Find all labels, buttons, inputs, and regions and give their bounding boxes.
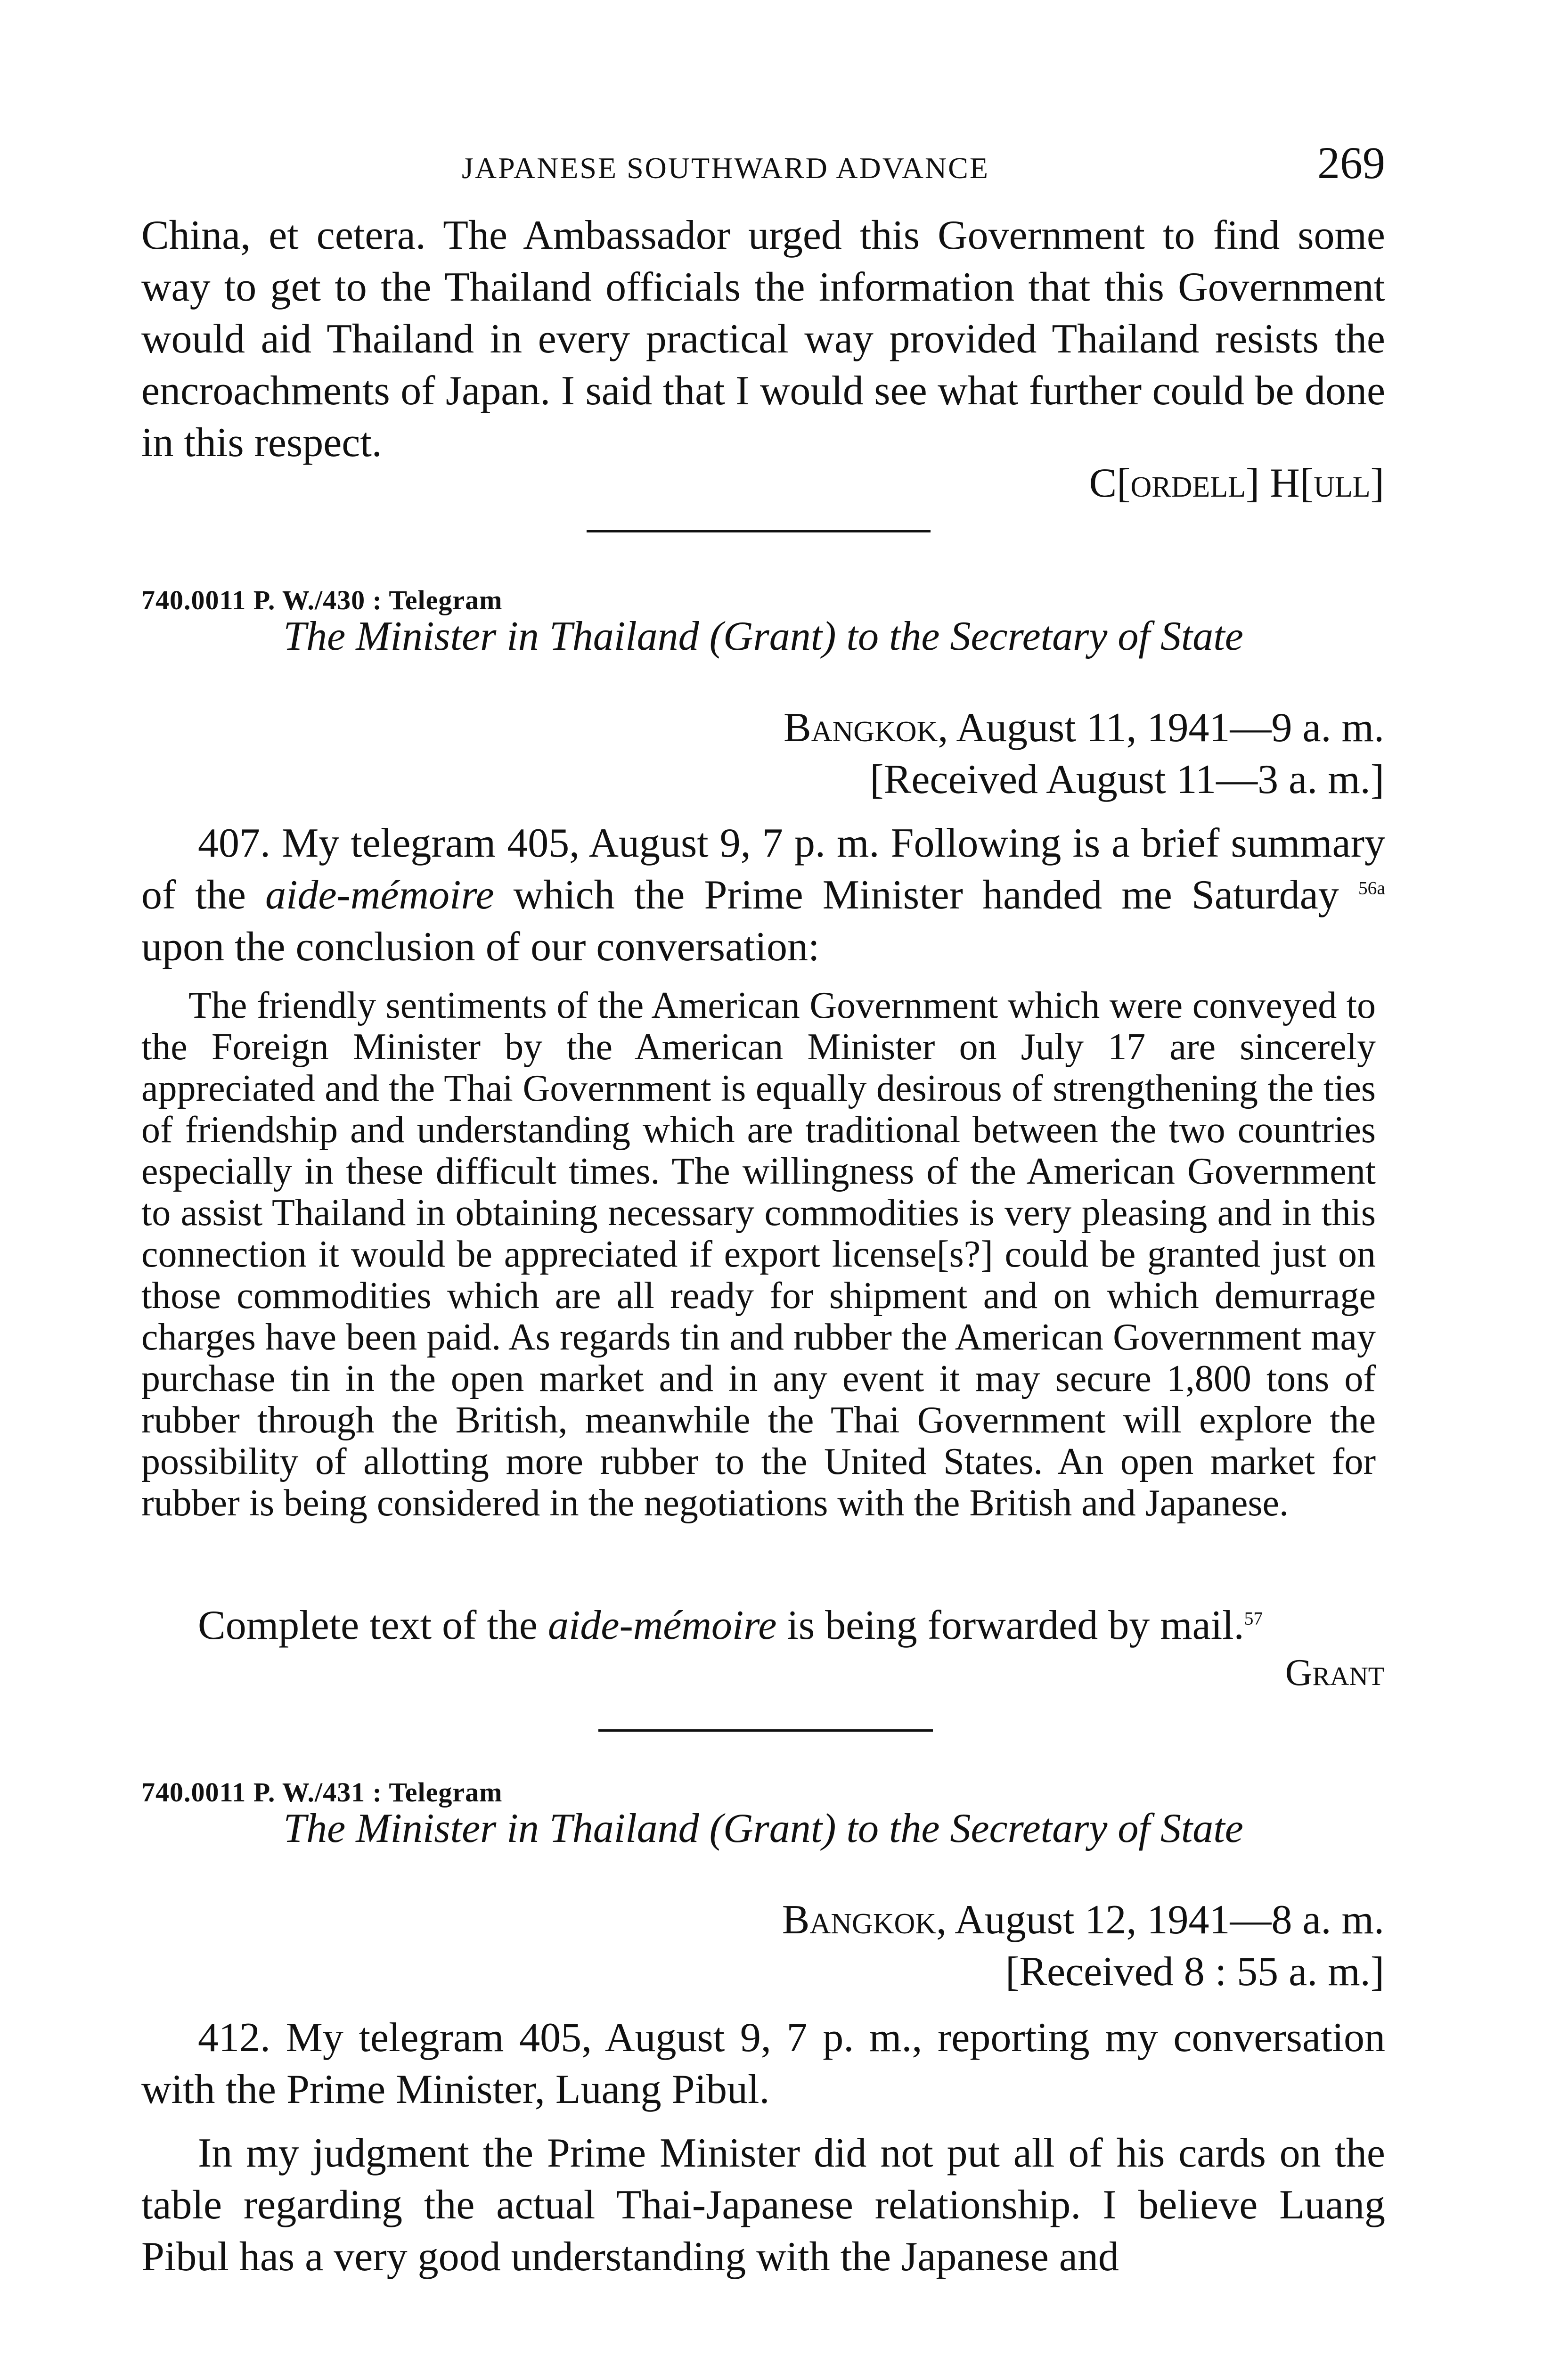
- signature-hull: C[ordell] H[ull]: [1089, 460, 1384, 506]
- received-note: [Received August 11—3 a. m.]: [870, 757, 1384, 802]
- text-run: which the Prime Minister handed me Saturday: [513, 872, 1339, 918]
- italic-term: aide-mémoire: [265, 872, 494, 918]
- dateline: [782, 1894, 1384, 1998]
- page-number: 269: [1317, 138, 1385, 188]
- footnote-ref: 57: [1244, 1608, 1263, 1629]
- telegram-paragraph: [141, 1600, 1385, 1652]
- text-run: Complete text of the: [198, 1603, 538, 1648]
- text-run: 407. My telegram 405, August 9, 7 p. m. Following is a brief summary of the: [141, 820, 1385, 918]
- text-run: is being forwarded by mail.: [787, 1603, 1244, 1648]
- signature-grant: Grant: [1285, 1652, 1384, 1693]
- dateline-time: August 11, 1941—9 a. m.: [956, 705, 1384, 751]
- section-divider: [598, 1729, 933, 1732]
- document-heading: The Minister in Thailand (Grant) to the Secretary of State: [283, 614, 1243, 659]
- running-title: JAPANESE SOUTHWARD ADVANCE: [462, 151, 989, 185]
- dateline: [784, 702, 1384, 806]
- telegram-paragraph: In my judgment the Prime Minister did not put all of his cards on the table regarding the actual Thai-Japanese relationship. I believe Luang Pibul has a very good understanding with the Japanese and: [141, 2130, 1385, 2280]
- dateline-time: August 12, 1941—8 a. m.: [955, 1897, 1384, 1943]
- received-note: [Received 8 : 55 a. m.]: [1005, 1949, 1384, 1995]
- file-reference: 740.0011 P. W./430 : Telegram: [141, 585, 503, 615]
- telegram-paragraph: 412. My telegram 405, August 9, 7 p. m., reporting my conversation with the Prime Minister, Luang Pibul.: [141, 2015, 1385, 2112]
- text-run: upon the conclusion of our conversation:: [141, 924, 820, 970]
- dateline-place: Bangkok,: [782, 1897, 947, 1943]
- continued-paragraph: China, et cetera. The Ambassador urged this Government to find some way to get to the Thailand officials the information that this Government would aid Thailand in every practical way provided Thailand resists the encroachments of Japan. I said that I would see what further could be done in this respect.: [141, 213, 1385, 466]
- document-heading: The Minister in Thailand (Grant) to the Secretary of State: [283, 1806, 1243, 1851]
- italic-term: aide-mémoire: [547, 1603, 777, 1648]
- telegram-paragraph: [141, 818, 1385, 973]
- quoted-aide-memoire: The friendly sentiments of the American Government which were conveyed to the Foreign Minister by the American Minister on July 17 are sincerely appreciated and the Thai Government is equally desirous of strengthening the ties of friendship and understanding which are traditional between the two countries especially in these difficult times. The willingness of the American Government to assist Thailand in obtaining necessary commodities is very pleasing and in this connection it would be appreciated if export license[s?] could be granted just on those commodities which are all ready for shipment and on which demurrage charges have been paid. As regards tin and rubber the American Government may purchase tin in the open market and in any event it may secure 1,800 tons of rubber through the British, meanwhile the Thai Government will explore the possibility of allotting more rubber to the United States. An open market for rubber is being considered in the negotiations with the British and Japanese.: [141, 985, 1376, 1524]
- section-divider: [587, 530, 931, 532]
- footnote-ref: 56a: [1358, 877, 1386, 899]
- running-header: [141, 137, 1385, 193]
- file-reference: 740.0011 P. W./431 : Telegram: [141, 1777, 503, 1808]
- dateline-place: Bangkok,: [784, 705, 948, 751]
